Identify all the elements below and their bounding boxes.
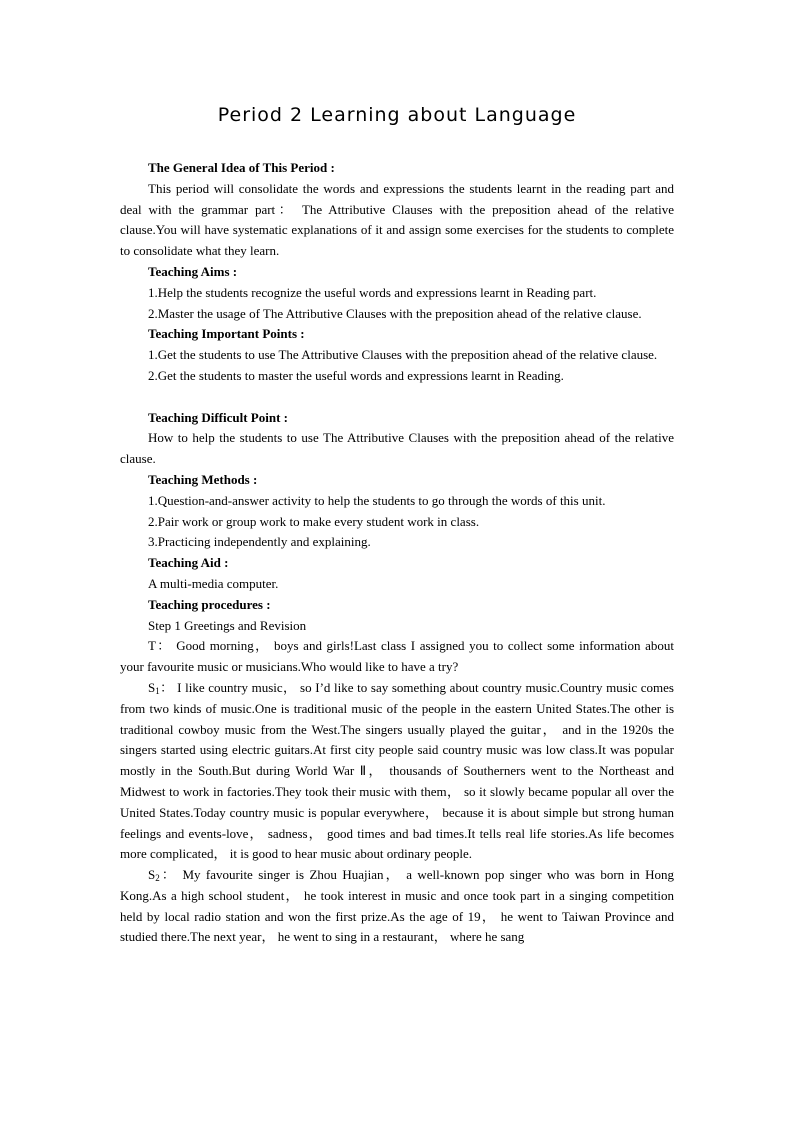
general-idea-text: This period will consolidate the words and expressions the students learnt in the reading part and deal with the grammar part： The Attributive Clauses with the preposition ahead of the relative clause.You will have systematic explanations of it and assign some exercises for the students to complete to consolidate what they learn. bbox=[120, 180, 674, 259]
student-2-label: S bbox=[148, 867, 156, 883]
teacher-dialogue: T： Good morning， boys and girls!Last class I assigned you to collect some information about your favourite music or musicians.Who would like to have a try? bbox=[120, 638, 674, 675]
teaching-aim-item: 1.Help the students recognize the useful words and expressions learnt in Reading part. bbox=[148, 284, 597, 300]
step-1-heading: Step 1 Greetings and Revision bbox=[148, 617, 307, 633]
teaching-aim-item: 2.Master the usage of The Attributive Clauses with the preposition ahead of the relative clause. bbox=[148, 305, 642, 321]
student-1-dialogue bbox=[120, 678, 674, 865]
student-1-label: S bbox=[148, 679, 156, 695]
page-title: Period 2 Learning about Language bbox=[217, 104, 577, 126]
method-item: 1.Question-and-answer activity to help the students to go through the words of this unit. bbox=[148, 492, 606, 508]
important-point-item: 1.Get the students to use The Attributive Clauses with the preposition ahead of the relative clause. bbox=[148, 347, 658, 363]
method-item: 2.Pair work or group work to make every student work in class. bbox=[148, 513, 480, 529]
general-idea-heading: The General Idea of This Period : bbox=[148, 160, 335, 175]
difficult-point-heading: Teaching Difficult Point : bbox=[148, 409, 288, 425]
aid-text: A multi-media computer. bbox=[148, 575, 279, 591]
student-2-dialogue bbox=[120, 865, 674, 948]
student-1-text: ： I like country music， so I’d like to say something about country music.Country music comes from two kinds of music.One is traditional music of the people in the eastern United States.The other is traditional cowboy music from the West.The singers usually played the guitar， and in the 1920s the singers started using electric guitars.At first city people said country music was low class.It was popular mostly in the South.But during World War Ⅱ， thousands of Southerners went to the Northeast and Midwest to work in factories.They took their music with them， so it slowly became popular all over the United States.Today country music is popular everywhere， because it is about simple but strong human feelings and events-love， sadness， good times and bad times.It tells real life stories.As life becomes more complicated， it is good to hear music about ordinary people. bbox=[120, 679, 675, 862]
difficult-point-text: How to help the students to use The Attributive Clauses with the preposition ahead of the relative clause. bbox=[120, 430, 674, 467]
document-body bbox=[120, 158, 674, 948]
student-2-subscript: 2 bbox=[155, 873, 160, 884]
aid-heading: Teaching Aid : bbox=[148, 555, 229, 571]
student-2-text: ： My favourite singer is Zhou Huajian， a well-known pop singer who was born in Hong Kong.As a high school student， he took interest in music and once took part in a singing competition held by local radio station and won the first prize.As the age of 19， he went to Taiwan Province and studied there.The next year， he went to sing in a restaurant， where he sang bbox=[120, 867, 674, 945]
important-points-heading: Teaching Important Points : bbox=[148, 326, 305, 342]
important-point-item: 2.Get the students to master the useful words and expressions learnt in Reading. bbox=[148, 367, 564, 383]
method-item: 3.Practicing independently and explaining. bbox=[148, 534, 371, 550]
teaching-aims-heading: Teaching Aims : bbox=[148, 263, 238, 279]
procedures-heading: Teaching procedures : bbox=[148, 596, 271, 612]
student-1-subscript: 1 bbox=[155, 685, 160, 696]
methods-heading: Teaching Methods : bbox=[148, 471, 258, 487]
